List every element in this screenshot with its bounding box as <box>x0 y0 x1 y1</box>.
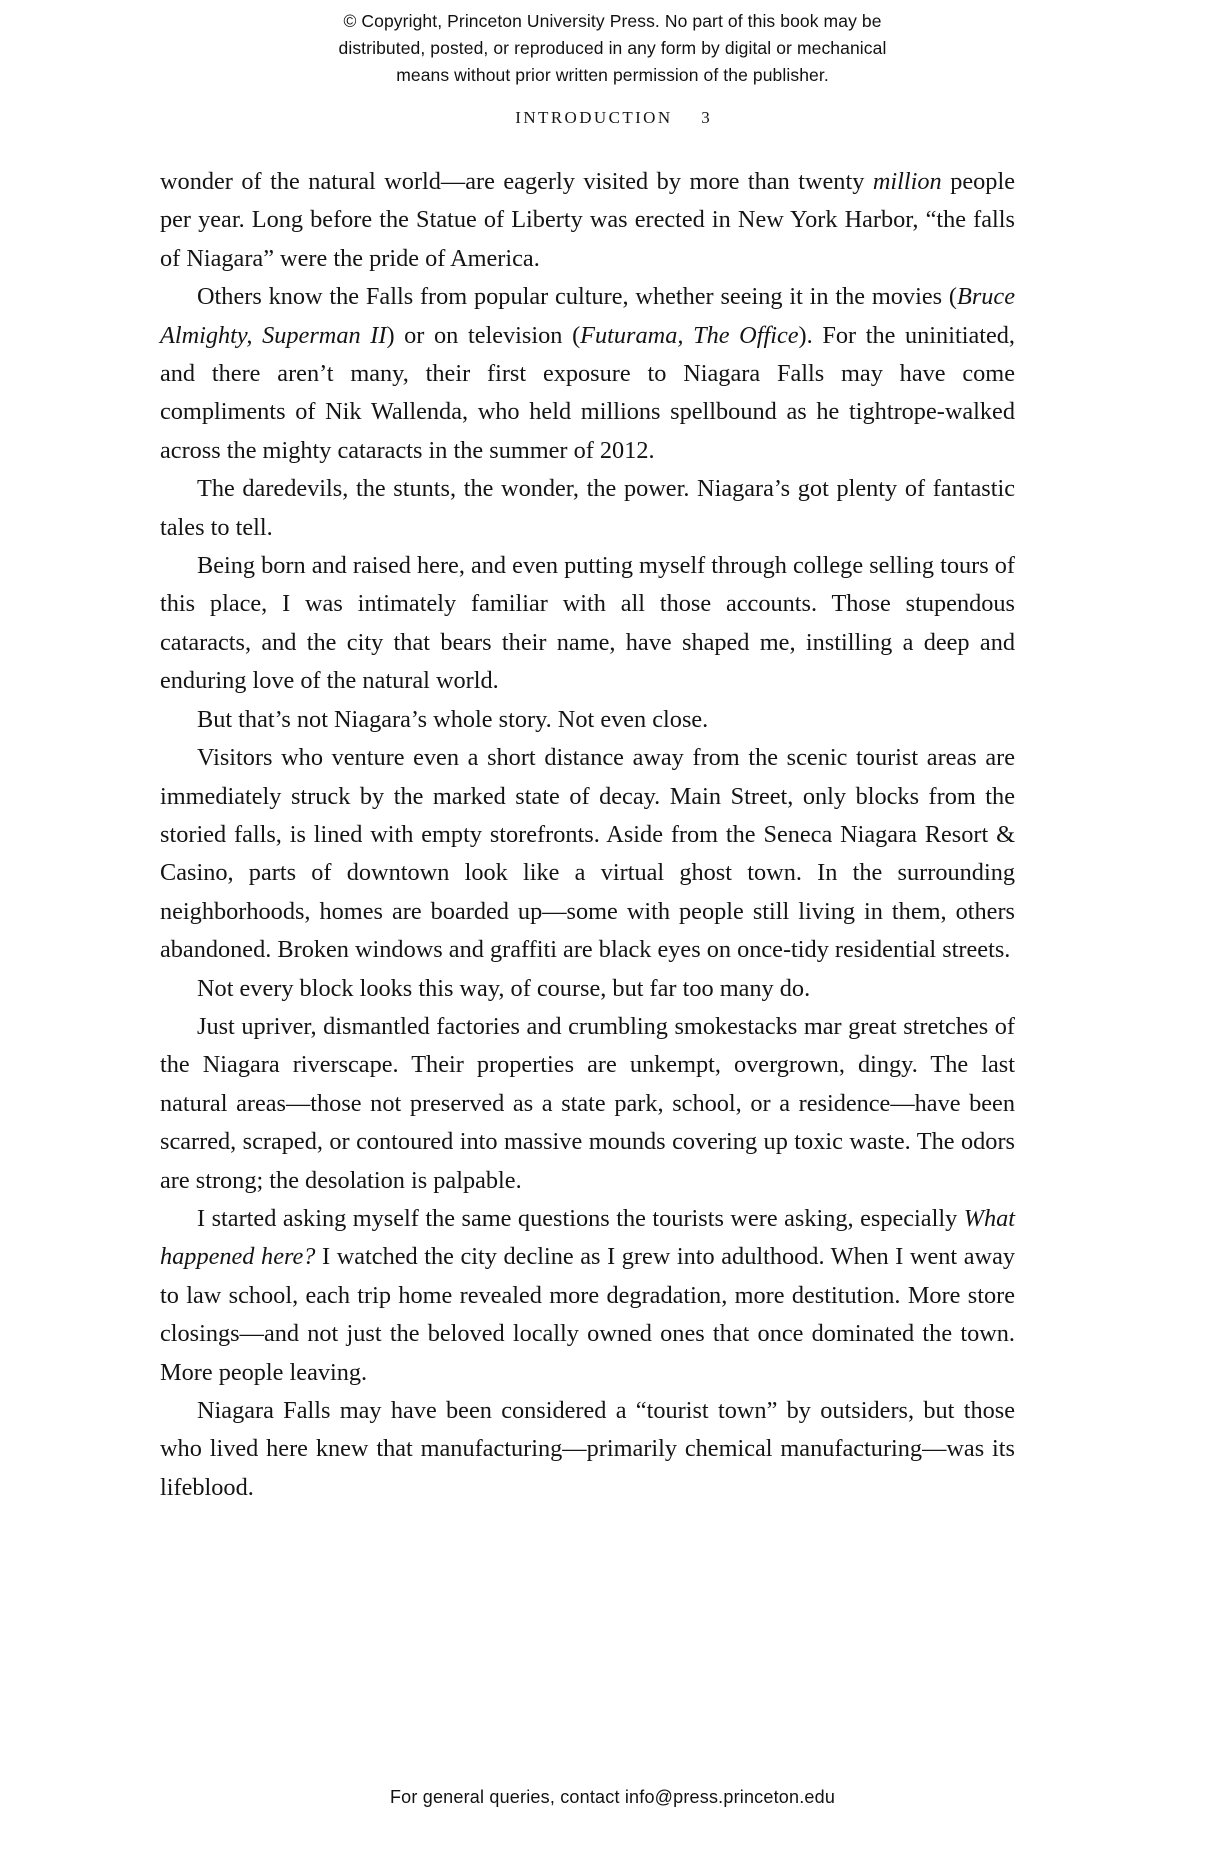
copyright-line-1: © Copyright, Princeton University Press. No part of this book may be <box>343 11 882 31</box>
text-run: Just upriver, dismantled factories and crumbling smokestacks mar great stretches of the Niagara riverscape. Their properties are unkempt, overgrown, dingy. The last natural areas—those not preserved as a state park, school, or a residence—have been scarred, scraped, or contoured into massive mounds covering up toxic waste. The odors are strong; the desolation is palpable. <box>160 1012 1015 1194</box>
italic-run: What happened here? <box>160 1204 1015 1271</box>
italic-run: Futurama, The Office <box>580 321 799 349</box>
page-number: 3 <box>701 108 710 127</box>
running-head-title: INTRODUCTION <box>515 108 673 127</box>
text-run: I started asking myself the same questions the tourists were asking, especially <box>197 1204 964 1232</box>
running-head <box>0 108 1225 128</box>
para-6 <box>160 739 1015 969</box>
text-run: Not every block looks this way, of course, but far too many do. <box>197 974 811 1002</box>
para-5 <box>160 701 1015 739</box>
para-10 <box>160 1392 1015 1507</box>
text-run: wonder of the natural world—are eagerly visited by more than twenty <box>160 168 873 195</box>
text-run: ) or on television ( <box>386 321 581 349</box>
copyright-line-2: distributed, posted, or reproduced in any form by digital or mechanical <box>338 38 887 59</box>
footer-queries-line: For general queries, contact info@press.princeton.edu <box>389 1787 836 1807</box>
text-run: Niagara Falls may have been considered a “tourist town” by outsiders, but those who lived here knew that manufacturing—primarily chemical manufacturing—was its lifeblood. <box>160 1397 1015 1501</box>
text-run: The daredevils, the stunts, the wonder, the power. Niagara’s got plenty of fantastic tales to tell. <box>160 475 1015 541</box>
text-run: Visitors who venture even a short distance away from the scenic tourist areas are immediately struck by the marked state of decay. Main Street, only blocks from the storied falls, is lined with empty storefronts. Aside from the Seneca Niagara Resort & Casino, parts of downtown look like a virtual ghost town. In the surrounding neighborhoods, homes are boarded up—some with people still living in them, others abandoned. Broken windows and graffiti are black eyes on once-tidy residential streets. <box>160 744 1015 964</box>
text-run: ). For the uninitiated, and there aren’t many, their first exposure to Niagara Falls may have come compliments of Nik Wallenda, who held millions spellbound as he tightrope-walked across the mighty cataracts in the summer of 2012. <box>160 321 1016 464</box>
body-text <box>160 163 1015 1507</box>
para-9 <box>160 1200 1015 1392</box>
para-1 <box>160 163 1015 278</box>
text-run: Others know the Falls from popular culture, whether seeing it in the movies ( <box>197 283 957 311</box>
italic-run: million <box>872 168 942 195</box>
para-4 <box>160 547 1015 701</box>
para-3 <box>160 470 1015 547</box>
para-8 <box>160 1008 1015 1200</box>
para-2 <box>160 278 1015 470</box>
copyright-line-3: means without prior written permission of the publisher. <box>396 65 829 86</box>
italic-run: Bruce Almighty, Superman II <box>160 283 1015 349</box>
para-7 <box>160 970 1015 1008</box>
text-run: I watched the city decline as I grew into adulthood. When I went away to law school, each trip home revealed more degradation, more destitution. More store closings—and not just the beloved locally owned ones that once dominated the town. More people leaving. <box>160 1243 1016 1386</box>
text-run: Being born and raised here, and even putting myself through college selling tours of this place, I was intimately familiar with all those accounts. Those stupendous cataracts, and the city that bears their name, have shaped me, instilling a deep and enduring love of the natural world. <box>160 552 1015 695</box>
text-run: But that’s not Niagara’s whole story. Not even close. <box>197 705 709 733</box>
copyright-notice <box>0 8 1225 89</box>
text-run: people per year. Long before the Statue of Liberty was erected in New York Harbor, “the falls of Niagara” were the pride of America. <box>160 168 1015 272</box>
